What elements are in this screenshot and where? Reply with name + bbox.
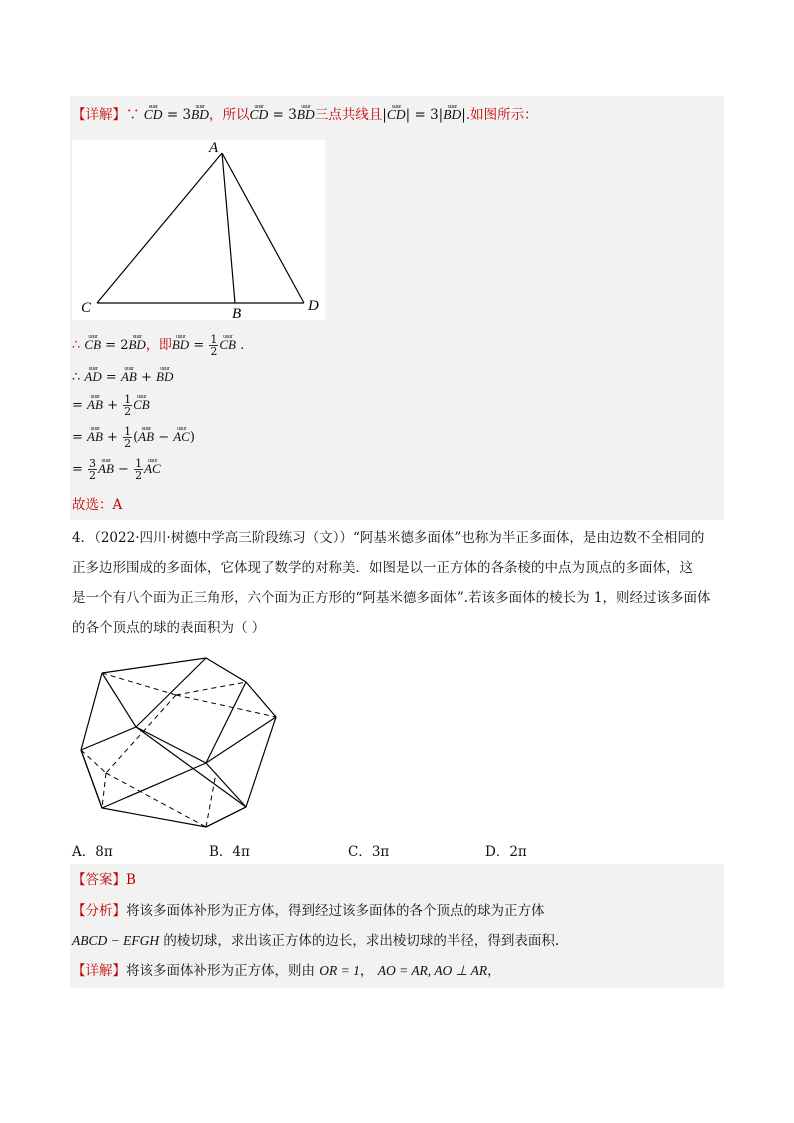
label-c: C <box>81 300 92 316</box>
answer-tag: 【答案】 <box>72 872 126 888</box>
edge-front-5 <box>81 750 102 808</box>
question-line-3: 是一个有八个面为正三角形，六个面为正方形的“阿基米德多面体”.若该多面体的棱长为 1，则经过该多面体 <box>72 590 711 606</box>
label-d: D <box>308 298 319 314</box>
edge-front-2 <box>136 658 206 727</box>
derivation-line-5: = $\frac{3}{2}$ uuur AB − $\frac{1}{2}$ uuur AC <box>72 458 161 481</box>
detail-line-2: 【详解】将该多面体补形为正方体，则由 OR = 1， AO = AR, AO ⊥ AR， <box>72 963 501 979</box>
hidden-edge-4 <box>176 695 276 717</box>
edge-front-7 <box>206 717 276 763</box>
edge-ab <box>222 153 235 303</box>
options-row <box>72 840 732 860</box>
label-a: A <box>209 140 219 156</box>
outline <box>81 658 276 827</box>
detail-line: 【详解】∵ uuur CD = 3uuur BD，所以uuur CD = 3uuur BD三点共线且|uuur CD| = 3|uuur BD|.如图所示： <box>72 106 538 124</box>
hidden-edge-3 <box>106 695 176 773</box>
derivation-line-4: = uuur AB + $\frac{1}{2}$ (uuur AB − uuur AC) <box>72 426 195 449</box>
edge-front-3 <box>81 727 136 750</box>
answer-line <box>72 871 136 889</box>
analysis-tag: 【分析】 <box>72 903 126 919</box>
option-c[interactable]: C．3π <box>348 844 390 860</box>
triangle-diagram <box>72 140 325 320</box>
label-b: B <box>232 306 242 320</box>
hidden-edge-7 <box>102 773 106 808</box>
option-a[interactable]: A．8π <box>72 844 113 860</box>
derivation-line-3: = uuur AB + $\frac{1}{2}$ uuur CB <box>72 394 150 417</box>
hidden-edge-2 <box>176 682 246 695</box>
edge-ca <box>97 153 222 303</box>
edge-front-9 <box>136 727 206 763</box>
question-line-2: 正多边形围成的多面体，它体现了数学的对称美．如图是以一正方体的各条棱的中点为顶点的多面体，这 <box>72 560 693 576</box>
detail-tag-2: 【详解】 <box>72 963 126 979</box>
question-line-1: 4．（2022·四川·树德中学高三阶段练习（文））“阿基米德多面体”也称为半正多面体，是由边数不全相同的 <box>72 530 705 546</box>
edge-front-6 <box>102 763 206 808</box>
cuboctahedron-diagram <box>76 655 281 833</box>
edge-front-4 <box>136 727 246 807</box>
analysis-line-2: ABCD − EFGH 的棱切球，求出该正方体的边长，求出棱切球的半径，得到表面积. <box>72 933 560 949</box>
edge-front-11 <box>206 807 246 827</box>
option-b[interactable]: B．4π <box>209 844 250 860</box>
answer-choice: 故选：A <box>72 497 123 513</box>
question-4 <box>72 523 732 643</box>
question-line-4: 的各个顶点的球的表面积为（ ） <box>72 620 266 636</box>
answer-value: B <box>126 872 136 888</box>
cuboctahedron-figure <box>76 655 281 833</box>
derivation-line-2: ∴ uuur AD = uuur AB + uuur BD <box>72 368 173 387</box>
detail-tag: 【详解】 <box>72 107 126 123</box>
edge-front-8 <box>206 763 246 807</box>
triangle-figure <box>72 140 325 320</box>
analysis-line-1: 【分析】将该多面体补形为正方体，得到经过该多面体的各个顶点的球为正方体 <box>72 903 545 919</box>
edge-front-10 <box>206 682 246 763</box>
derivation-line-1: ∴ uuur CB = 2uuur BD，即uuur BD = $\frac{1}{2}$ uuur CB . <box>72 334 244 357</box>
option-d[interactable]: D．2π <box>485 844 527 860</box>
edge-ad <box>222 153 304 303</box>
